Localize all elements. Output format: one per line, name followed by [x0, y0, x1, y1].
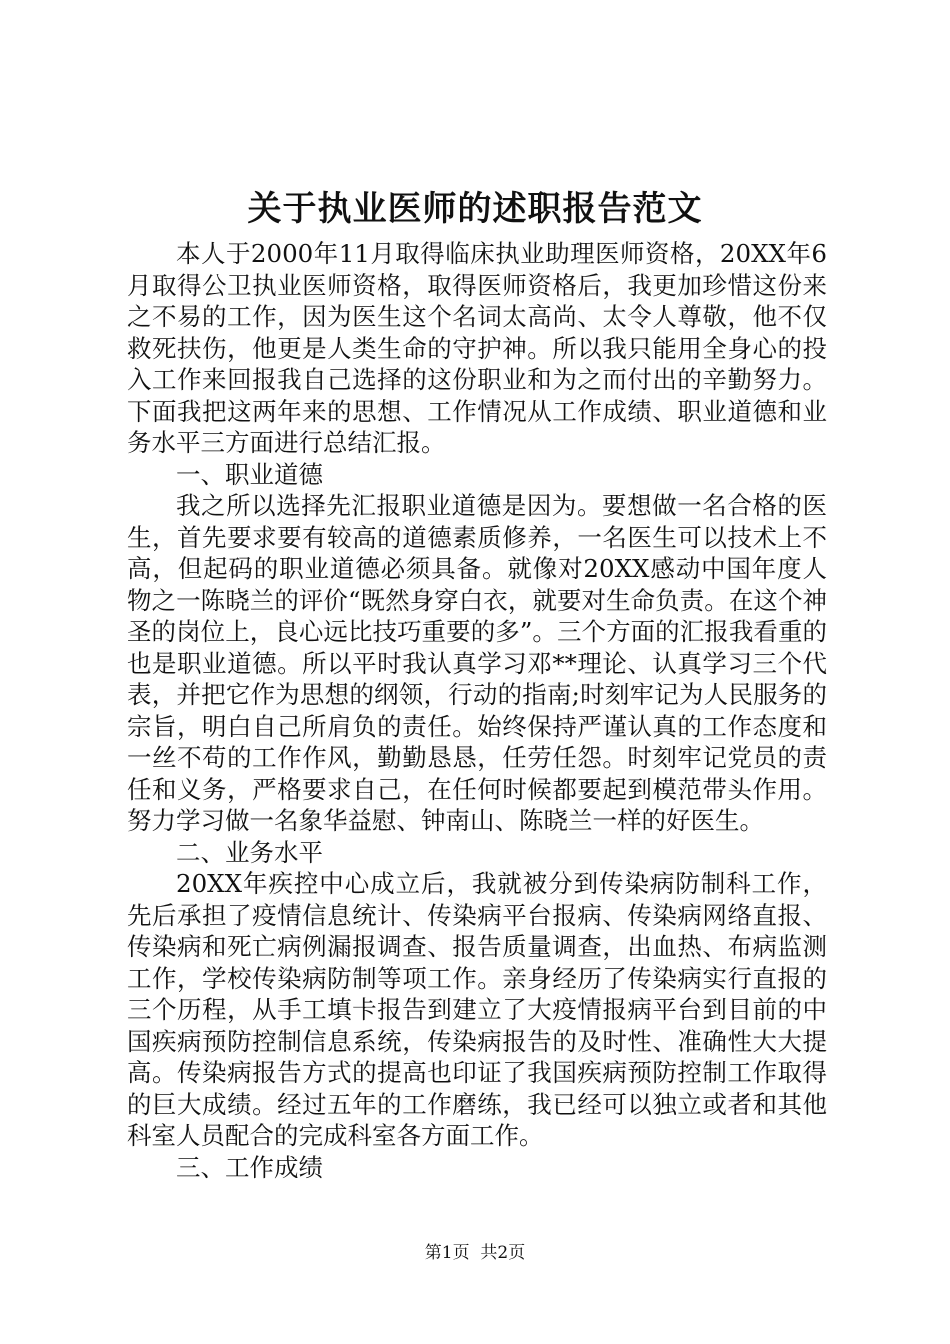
document-title: 关于执业医师的述职报告范文: [247, 189, 703, 229]
section-heading-work-achievements: 三、工作成绩: [176, 1152, 323, 1182]
professional-ethics-paragraph: 我之所以选择先汇报职业道德是因为。要想做一名合格的医生，首先要求要有较高的道德素质修养，一名医生可以技术上不高，但起码的职业道德必须具备。就像对20XX感动中国年度人物之一陈晓兰的评价“既然身穿白衣，就要对生命负责。在这个神圣的岗位上，良心远比技巧重要的多”。三个方面的汇报我看重的也是职业道德。所以平时我认真学习邓**理论、认真学习三个代表，并把它作为思想的纲领，行动的指南;时刻牢记为人民服务的宗旨，明白自己所肩负的责任。始终保持严谨认真的工作态度和一丝不苟的工作作风，勤勤恳恳，任劳任怨。时刻牢记党员的责任和义务，严格要求自己，在任何时候都要起到模范带头作用。努力学习做一名象华益慰、钟南山、陈晓兰一样的好医生。: [127, 491, 827, 835]
section-heading-professional-ethics: 一、职业道德: [176, 459, 323, 489]
document-body: [127, 238, 827, 1183]
professional-level-paragraph: 20XX年疾控中心成立后，我就被分到传染病防制科工作，先后承担了疫情信息统计、传染病平台报病、传染病网络直报、传染病和死亡病例漏报调查、报告质量调查，出血热、布病监测工作，学校传染病防制等项工作。亲身经历了传染病实行直报的三个历程，从手工填卡报告到建立了大疫情报病平台到目前的中国疾病预防控制信息系统，传染病报告的及时性、准确性大大提高。传染病报告方式的提高也印证了我国疾病预防控制工作取得的巨大成绩。经过五年的工作磨练，我已经可以独立或者和其他科室人员配合的完成科室各方面工作。: [127, 869, 827, 1150]
page-number: 第1页 共2页: [424, 1243, 526, 1263]
section-heading-professional-level: 二、业务水平: [176, 837, 323, 867]
page-footer: [0, 1242, 950, 1264]
intro-paragraph: 本人于2000年11月取得临床执业助理医师资格，20XX年6月取得公卫执业医师资格，取得医师资格后，我更加珍惜这份来之不易的工作，因为医生这个名词太高尚、太令人尊敬，他不仅救死扶伤，他更是人类生命的守护神。所以我只能用全身心的投入工作来回报我自己选择的这份职业和为之而付出的辛勤努力。下面我把这两年来的思想、工作情况从工作成绩、职业道德和业务水平三方面进行总结汇报。: [127, 239, 827, 457]
